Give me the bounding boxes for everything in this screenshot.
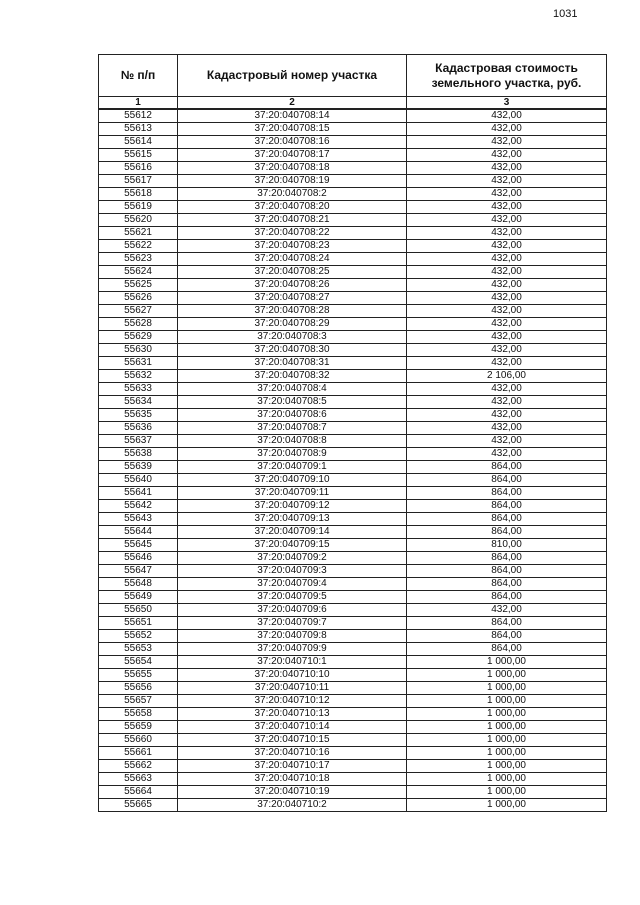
cadastral-value-cell: 432,00	[407, 136, 607, 149]
cadastral-value-cell: 432,00	[407, 331, 607, 344]
cadastral-value-cell: 432,00	[407, 448, 607, 461]
table-row	[99, 240, 607, 253]
cadastral-number-cell: 37:20:040708:9	[178, 448, 407, 461]
cadastral-number-cell: 37:20:040710:15	[178, 734, 407, 747]
table-row	[99, 565, 607, 578]
table-row	[99, 461, 607, 474]
table-row	[99, 201, 607, 214]
table-row	[99, 318, 607, 331]
cadastral-value-cell: 432,00	[407, 227, 607, 240]
row-number-cell: 55641	[99, 487, 178, 500]
cadastral-value-cell: 864,00	[407, 487, 607, 500]
row-number-cell: 55642	[99, 500, 178, 513]
cadastral-number-cell: 37:20:040708:25	[178, 266, 407, 279]
cadastral-number-cell: 37:20:040709:9	[178, 643, 407, 656]
cadastral-value-cell: 432,00	[407, 357, 607, 370]
row-number-cell: 55630	[99, 344, 178, 357]
table-row	[99, 227, 607, 240]
cadastral-value-cell: 864,00	[407, 513, 607, 526]
cadastral-number-cell: 37:20:040708:18	[178, 162, 407, 175]
cadastral-number-cell: 37:20:040708:5	[178, 396, 407, 409]
cadastral-number-cell: 37:20:040709:4	[178, 578, 407, 591]
table-row	[99, 474, 607, 487]
table-row	[99, 760, 607, 773]
table-row	[99, 409, 607, 422]
cadastral-value-cell: 864,00	[407, 630, 607, 643]
cadastral-number-cell: 37:20:040708:7	[178, 422, 407, 435]
row-number-cell: 55653	[99, 643, 178, 656]
row-number-cell: 55621	[99, 227, 178, 240]
table-row	[99, 513, 607, 526]
cadastral-number-cell: 37:20:040708:28	[178, 305, 407, 318]
table-row	[99, 682, 607, 695]
row-number-cell: 55619	[99, 201, 178, 214]
row-number-cell: 55615	[99, 149, 178, 162]
table-row	[99, 708, 607, 721]
row-number-cell: 55626	[99, 292, 178, 305]
cadastral-value-cell: 432,00	[407, 383, 607, 396]
cadastral-number-cell: 37:20:040708:17	[178, 149, 407, 162]
table-row	[99, 604, 607, 617]
cadastral-number-cell: 37:20:040710:10	[178, 669, 407, 682]
cadastral-value-cell: 432,00	[407, 214, 607, 227]
table-header-row	[99, 55, 607, 97]
row-number-cell: 55662	[99, 760, 178, 773]
cadastral-number-cell: 37:20:040710:12	[178, 695, 407, 708]
table-row	[99, 344, 607, 357]
cadastral-number-cell: 37:20:040709:14	[178, 526, 407, 539]
row-number-cell: 55661	[99, 747, 178, 760]
table-row	[99, 617, 607, 630]
cadastral-number-cell: 37:20:040709:13	[178, 513, 407, 526]
row-number-cell: 55644	[99, 526, 178, 539]
row-number-cell: 55622	[99, 240, 178, 253]
row-number-cell: 55655	[99, 669, 178, 682]
cadastral-number-cell: 37:20:040709:15	[178, 539, 407, 552]
cadastral-value-cell: 864,00	[407, 565, 607, 578]
cadastral-value-cell: 864,00	[407, 552, 607, 565]
table-row	[99, 734, 607, 747]
cadastral-value-cell: 1 000,00	[407, 682, 607, 695]
cadastral-value-cell: 432,00	[407, 201, 607, 214]
table-row	[99, 695, 607, 708]
cadastral-number-cell: 37:20:040709:5	[178, 591, 407, 604]
table-row	[99, 526, 607, 539]
table-row	[99, 292, 607, 305]
cadastral-number-cell: 37:20:040708:19	[178, 175, 407, 188]
cadastral-value-cell: 432,00	[407, 305, 607, 318]
cadastral-number-cell: 37:20:040710:14	[178, 721, 407, 734]
row-number-cell: 55623	[99, 253, 178, 266]
table-row	[99, 331, 607, 344]
cadastral-number-cell: 37:20:040708:26	[178, 279, 407, 292]
table-row	[99, 435, 607, 448]
cadastral-number-cell: 37:20:040708:31	[178, 357, 407, 370]
header-row-number: № п/п	[99, 55, 178, 97]
row-number-cell: 55625	[99, 279, 178, 292]
cadastral-number-cell: 37:20:040710:1	[178, 656, 407, 669]
table-row	[99, 591, 607, 604]
row-number-cell: 55620	[99, 214, 178, 227]
cadastral-value-cell: 1 000,00	[407, 695, 607, 708]
cadastral-value-cell: 864,00	[407, 461, 607, 474]
cadastral-number-cell: 37:20:040709:2	[178, 552, 407, 565]
cadastral-value-cell: 432,00	[407, 123, 607, 136]
cadastral-number-cell: 37:20:040708:29	[178, 318, 407, 331]
table-row	[99, 422, 607, 435]
row-number-cell: 55645	[99, 539, 178, 552]
row-number-cell: 55663	[99, 773, 178, 786]
cadastral-number-cell: 37:20:040709:10	[178, 474, 407, 487]
row-number-cell: 55647	[99, 565, 178, 578]
column-number: 3	[407, 97, 607, 110]
cadastral-number-cell: 37:20:040710:19	[178, 786, 407, 799]
row-number-cell: 55631	[99, 357, 178, 370]
table-row	[99, 279, 607, 292]
cadastral-number-cell: 37:20:040710:13	[178, 708, 407, 721]
table-row	[99, 669, 607, 682]
cadastral-number-cell: 37:20:040708:30	[178, 344, 407, 357]
cadastral-value-table	[98, 54, 607, 812]
table-row	[99, 109, 607, 123]
cadastral-value-cell: 864,00	[407, 526, 607, 539]
cadastral-value-cell: 432,00	[407, 240, 607, 253]
cadastral-number-cell: 37:20:040708:6	[178, 409, 407, 422]
cadastral-number-cell: 37:20:040710:16	[178, 747, 407, 760]
table-row	[99, 539, 607, 552]
cadastral-value-cell: 864,00	[407, 591, 607, 604]
cadastral-value-cell: 1 000,00	[407, 721, 607, 734]
header-cadastral-number: Кадастровый номер участка	[178, 55, 407, 97]
cadastral-number-cell: 37:20:040710:11	[178, 682, 407, 695]
row-number-cell: 55654	[99, 656, 178, 669]
row-number-cell: 55613	[99, 123, 178, 136]
cadastral-value-cell: 1 000,00	[407, 669, 607, 682]
cadastral-number-cell: 37:20:040708:15	[178, 123, 407, 136]
table-row	[99, 188, 607, 201]
cadastral-value-cell: 432,00	[407, 422, 607, 435]
row-number-cell: 55665	[99, 799, 178, 812]
row-number-cell: 55656	[99, 682, 178, 695]
table-row	[99, 253, 607, 266]
cadastral-value-cell: 432,00	[407, 266, 607, 279]
row-number-cell: 55659	[99, 721, 178, 734]
cadastral-value-cell: 864,00	[407, 474, 607, 487]
row-number-cell: 55628	[99, 318, 178, 331]
table-row	[99, 500, 607, 513]
row-number-cell: 55632	[99, 370, 178, 383]
table-row	[99, 175, 607, 188]
cadastral-value-cell: 2 106,00	[407, 370, 607, 383]
row-number-cell: 55627	[99, 305, 178, 318]
row-number-cell: 55614	[99, 136, 178, 149]
table-row	[99, 357, 607, 370]
row-number-cell: 55649	[99, 591, 178, 604]
row-number-cell: 55637	[99, 435, 178, 448]
cadastral-number-cell: 37:20:040708:24	[178, 253, 407, 266]
column-number: 1	[99, 97, 178, 110]
table-row	[99, 643, 607, 656]
table-row	[99, 578, 607, 591]
cadastral-value-cell: 432,00	[407, 318, 607, 331]
table-row	[99, 136, 607, 149]
cadastral-value-cell: 810,00	[407, 539, 607, 552]
row-number-cell: 55651	[99, 617, 178, 630]
cadastral-value-cell: 864,00	[407, 643, 607, 656]
cadastral-value-cell: 432,00	[407, 175, 607, 188]
cadastral-number-cell: 37:20:040709:1	[178, 461, 407, 474]
table-row	[99, 214, 607, 227]
table-row	[99, 799, 607, 812]
cadastral-number-cell: 37:20:040708:14	[178, 109, 407, 123]
row-number-cell: 55648	[99, 578, 178, 591]
table-body	[99, 109, 607, 812]
table-row	[99, 123, 607, 136]
cadastral-number-cell: 37:20:040709:3	[178, 565, 407, 578]
cadastral-number-cell: 37:20:040709:6	[178, 604, 407, 617]
table-row	[99, 305, 607, 318]
table-row	[99, 448, 607, 461]
cadastral-number-cell: 37:20:040708:22	[178, 227, 407, 240]
cadastral-value-cell: 1 000,00	[407, 708, 607, 721]
table-row	[99, 747, 607, 760]
cadastral-number-cell: 37:20:040708:16	[178, 136, 407, 149]
cadastral-value-cell: 432,00	[407, 292, 607, 305]
cadastral-number-cell: 37:20:040708:8	[178, 435, 407, 448]
table-row	[99, 721, 607, 734]
row-number-cell: 55638	[99, 448, 178, 461]
row-number-cell: 55639	[99, 461, 178, 474]
cadastral-number-cell: 37:20:040708:27	[178, 292, 407, 305]
cadastral-value-cell: 432,00	[407, 396, 607, 409]
cadastral-value-cell: 432,00	[407, 604, 607, 617]
cadastral-value-cell: 864,00	[407, 578, 607, 591]
cadastral-value-cell: 1 000,00	[407, 747, 607, 760]
row-number-cell: 55616	[99, 162, 178, 175]
row-number-cell: 55633	[99, 383, 178, 396]
cadastral-number-cell: 37:20:040709:7	[178, 617, 407, 630]
row-number-cell: 55617	[99, 175, 178, 188]
row-number-cell: 55635	[99, 409, 178, 422]
row-number-cell: 55650	[99, 604, 178, 617]
column-number: 2	[178, 97, 407, 110]
table-row	[99, 396, 607, 409]
table-row	[99, 266, 607, 279]
cadastral-value-cell: 1 000,00	[407, 786, 607, 799]
table-row	[99, 773, 607, 786]
row-number-cell: 55618	[99, 188, 178, 201]
table-row	[99, 370, 607, 383]
cadastral-value-cell: 432,00	[407, 344, 607, 357]
table-row	[99, 552, 607, 565]
row-number-cell: 55634	[99, 396, 178, 409]
cadastral-value-cell: 1 000,00	[407, 656, 607, 669]
cadastral-value-cell: 432,00	[407, 279, 607, 292]
cadastral-value-cell: 432,00	[407, 149, 607, 162]
cadastral-value-cell: 864,00	[407, 500, 607, 513]
row-number-cell: 55624	[99, 266, 178, 279]
cadastral-number-cell: 37:20:040710:18	[178, 773, 407, 786]
cadastral-number-cell: 37:20:040709:11	[178, 487, 407, 500]
row-number-cell: 55660	[99, 734, 178, 747]
row-number-cell: 55646	[99, 552, 178, 565]
cadastral-value-cell: 1 000,00	[407, 799, 607, 812]
cadastral-value-cell: 1 000,00	[407, 760, 607, 773]
cadastral-number-cell: 37:20:040710:2	[178, 799, 407, 812]
cadastral-value-cell: 432,00	[407, 162, 607, 175]
table-row	[99, 383, 607, 396]
table-row	[99, 487, 607, 500]
table-row	[99, 656, 607, 669]
cadastral-number-cell: 37:20:040708:20	[178, 201, 407, 214]
row-number-cell: 55629	[99, 331, 178, 344]
cadastral-value-cell: 864,00	[407, 617, 607, 630]
cadastral-value-cell: 1 000,00	[407, 773, 607, 786]
row-number-cell: 55640	[99, 474, 178, 487]
cadastral-number-cell: 37:20:040708:3	[178, 331, 407, 344]
cadastral-value-cell: 432,00	[407, 188, 607, 201]
row-number-cell: 55664	[99, 786, 178, 799]
table-row	[99, 162, 607, 175]
cadastral-number-cell: 37:20:040710:17	[178, 760, 407, 773]
column-number-row	[99, 97, 607, 110]
table-row	[99, 149, 607, 162]
row-number-cell: 55612	[99, 109, 178, 123]
cadastral-number-cell: 37:20:040709:12	[178, 500, 407, 513]
cadastral-value-cell: 432,00	[407, 435, 607, 448]
table-row	[99, 630, 607, 643]
row-number-cell: 55658	[99, 708, 178, 721]
header-cadastral-value: Кадастровая стоимость земельного участка, руб.	[407, 55, 607, 97]
row-number-cell: 55657	[99, 695, 178, 708]
cadastral-value-cell: 432,00	[407, 109, 607, 123]
page-number: 1031	[553, 8, 578, 20]
row-number-cell: 55643	[99, 513, 178, 526]
row-number-cell: 55652	[99, 630, 178, 643]
cadastral-value-cell: 1 000,00	[407, 734, 607, 747]
table-row	[99, 786, 607, 799]
cadastral-number-cell: 37:20:040708:23	[178, 240, 407, 253]
cadastral-number-cell: 37:20:040708:2	[178, 188, 407, 201]
cadastral-number-cell: 37:20:040709:8	[178, 630, 407, 643]
row-number-cell: 55636	[99, 422, 178, 435]
cadastral-number-cell: 37:20:040708:32	[178, 370, 407, 383]
cadastral-value-cell: 432,00	[407, 253, 607, 266]
cadastral-number-cell: 37:20:040708:21	[178, 214, 407, 227]
cadastral-number-cell: 37:20:040708:4	[178, 383, 407, 396]
cadastral-value-cell: 432,00	[407, 409, 607, 422]
